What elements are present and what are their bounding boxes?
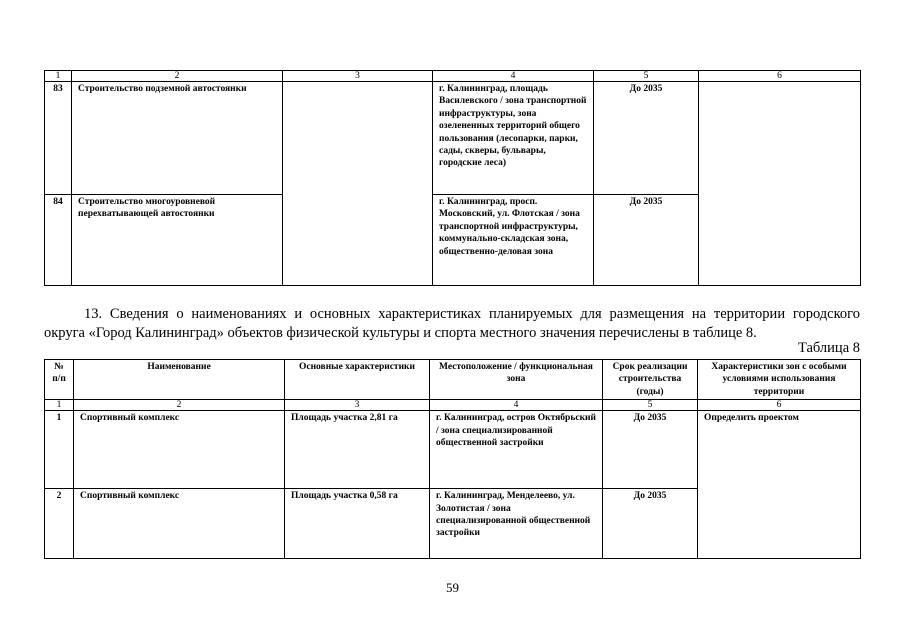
object-location: г. Калининград, Менделеево, ул. Золотистая / зона специализированной общественной застройки: [430, 489, 603, 559]
column-number: 2: [74, 400, 285, 411]
header-characteristics: Основные характеристики: [285, 360, 430, 400]
table-8-caption: Таблица 8: [797, 340, 860, 356]
row-number: 1: [45, 411, 74, 489]
construction-term: До 2035: [594, 195, 699, 286]
column-number: 5: [603, 400, 698, 411]
object-name: Строительство подземной автостоянки: [72, 82, 283, 195]
table-row: [45, 411, 861, 489]
column-number: 3: [283, 71, 433, 82]
header-num: № п/п: [45, 360, 74, 400]
header-zones: Характеристики зон с особыми условиями использования территории: [698, 360, 861, 400]
object-characteristics: Площадь участка 0,58 га: [285, 489, 430, 559]
page-number: 59: [446, 580, 459, 595]
paragraph-line-2: округа «Город Калининград» объектов физической культуры и спорта местного значения перечислены в таблице 8.: [44, 325, 757, 341]
construction-term: До 2035: [594, 82, 699, 195]
construction-term: До 2035: [603, 411, 698, 489]
object-name: Строительство многоуровневой перехватывающей автостоянки: [72, 195, 283, 286]
row-number: 84: [45, 195, 72, 286]
zone-characteristics: [699, 82, 861, 286]
object-location: г. Калининград, остров Октябрьский / зона специализированной общественной застройки: [430, 411, 603, 489]
column-number: 4: [433, 71, 594, 82]
column-number: 5: [594, 71, 699, 82]
section-13-paragraph: [44, 305, 860, 343]
table-8: [44, 359, 861, 559]
object-name: Спортивный комплекс: [74, 411, 285, 489]
column-number-row: [45, 71, 861, 82]
construction-term: До 2035: [603, 489, 698, 559]
header-term: Срок реализации строительства (годы): [603, 360, 698, 400]
row-number: 2: [45, 489, 74, 559]
table-7-continuation: [44, 70, 861, 286]
column-number: 1: [45, 400, 74, 411]
column-number: 1: [45, 71, 72, 82]
object-location: г. Калининград, площадь Василевского / зона транспортной инфраструктуры, зона озелененных территорий общего пользования (лесопарки, парки, сады, скверы, бульвары, городские леса): [433, 82, 594, 195]
zone-characteristics: Определить проектом: [698, 411, 861, 559]
header-name: Наименование: [74, 360, 285, 400]
object-characteristics: [283, 82, 433, 286]
column-number: 3: [285, 400, 430, 411]
table-row: [45, 82, 861, 195]
column-number: 6: [699, 71, 861, 82]
column-number: 2: [72, 71, 283, 82]
object-location: г. Калининград, просп. Московский, ул. Флотская / зона транспортной инфраструктуры, коммунально-складская зона, общественно-деловая зона: [433, 195, 594, 286]
table-header-row: [45, 360, 861, 400]
column-number-row: [45, 400, 861, 411]
header-location: Местоположение / функциональная зона: [430, 360, 603, 400]
column-number: 6: [698, 400, 861, 411]
object-characteristics: Площадь участка 2,81 га: [285, 411, 430, 489]
paragraph-line-1: 13. Сведения о наименованиях и основных характеристиках планируемых для размещения на территории городского: [84, 306, 860, 322]
column-number: 4: [430, 400, 603, 411]
object-name: Спортивный комплекс: [74, 489, 285, 559]
row-number: 83: [45, 82, 72, 195]
